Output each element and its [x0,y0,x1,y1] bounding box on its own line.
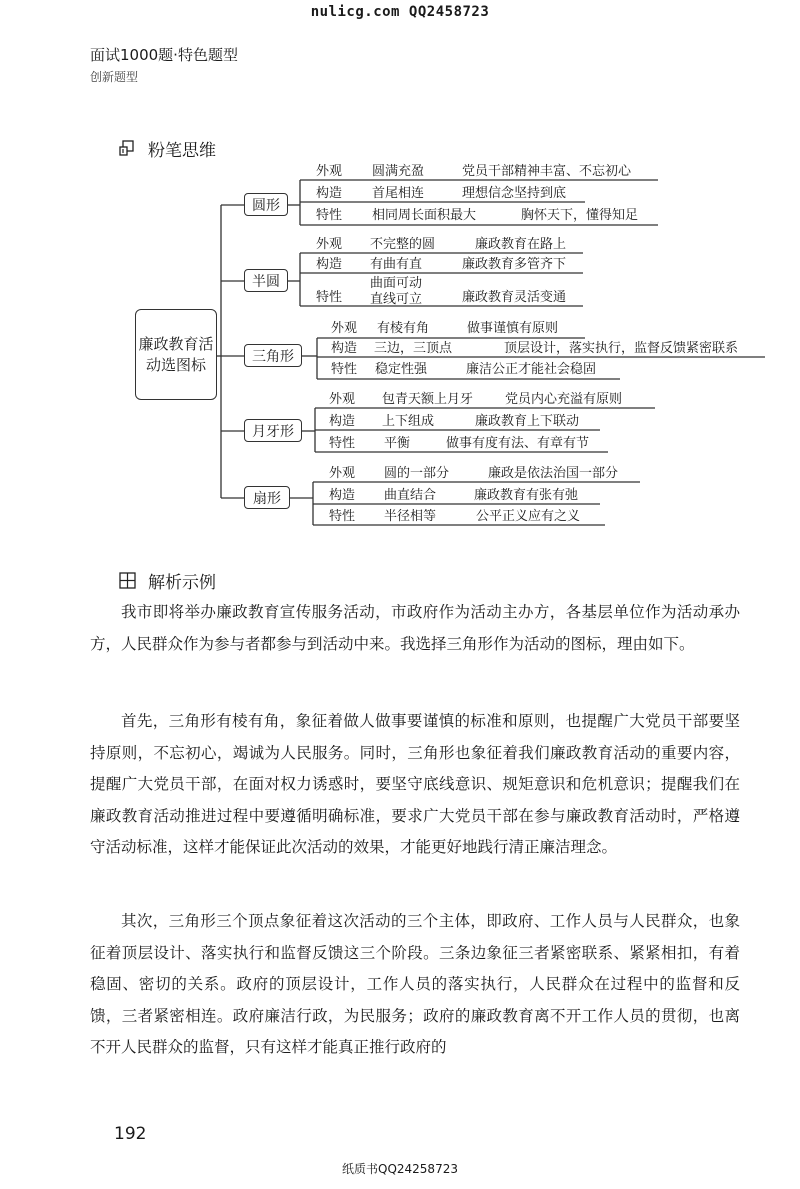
section-title: 粉笔思维 [148,141,216,161]
branch-semicircle: 半圆 [244,269,288,292]
row-label: 特性 [316,208,343,223]
branch-triangle: 三角形 [244,344,302,367]
row-label: 构造 [329,414,356,429]
row-meaning: 廉政教育灵活变通 [462,290,567,305]
row-label: 构造 [316,257,343,272]
row-meaning: 党员干部精神丰富、不忘初心 [462,164,632,179]
watermark-header-url: nulicg.com QQ2458723 [310,4,490,20]
row-feature: 相同周长面积最大 [372,208,477,223]
row-meaning: 公平正义应有之义 [476,509,581,524]
row-feature: 圆满充盈 [372,164,425,179]
row-label: 外观 [329,392,356,407]
branch-circle: 圆形 [244,193,288,216]
row-label: 构造 [329,488,356,503]
row-feature: 平衡 [384,436,411,451]
row-label: 构造 [316,186,343,201]
row-label: 构造 [331,341,358,356]
book-subtitle: 创新题型 [90,70,139,84]
row-label: 特性 [316,290,343,305]
row-meaning: 党员内心充溢有原则 [505,392,623,407]
section-title: 解析示例 [148,573,216,593]
row-label: 特性 [331,362,358,377]
row-feature: 半径相等 [384,509,437,524]
branch-sector: 扇形 [244,486,290,509]
row-meaning: 理想信念坚持到底 [462,186,567,201]
page-number: 192 [114,1124,147,1144]
row-meaning: 廉政教育在路上 [475,237,567,252]
row-meaning: 廉洁公正才能社会稳固 [466,362,597,377]
branch-crescent: 月牙形 [244,419,302,442]
row-feature: 圆的一部分 [384,466,450,481]
row-label: 特性 [329,509,356,524]
row-meaning: 廉政教育上下联动 [475,414,580,429]
row-feature: 有棱有角 [377,321,430,336]
mindmap-root: 廉政教育活动选图标 [135,309,217,400]
paragraph-first: 首先，三角形有棱有角，象征着做人做事要谨慎的标准和原则，也提醒广大党员干部要坚持原则，不忘初心，竭诚为人民服务。同时，三角形也象征着我们廉政教育活动的重要内容，提醒广大党员干部，在面对权力诱惑时，要坚守底线意识、规矩意识和危机意识；提醒我们在廉政教育活动推进过程中要遵循明确标准，要求广大党员干部在参与廉政教育活动时，严格遵守活动标准，这样才能保证此次活动的效果，才能更好地践行清正廉洁理念。 [90,712,740,856]
paragraph-second: 其次，三角形三个顶点象征着这次活动的三个主体，即政府、工作人员与人民群众，也象征着顶层设计、落实执行和监督反馈这三个阶段。三条边象征三者紧密联系、紧紧相扣，有着稳固、密切的关系。政府的顶层设计，工作人员的落实执行，人民群众在过程中的监督和反馈，三者紧密相连。政府廉洁行政，为民服务；政府的廉政教育离不开工作人员的贯彻，也离不开人民群众的监督，只有这样才能真正推行政府的 [90,912,740,1056]
row-feature: 上下组成 [382,414,435,429]
row-meaning: 廉政是依法治国一部分 [488,466,619,481]
row-meaning: 做事谨慎有原则 [467,321,559,336]
row-meaning: 顶层设计，落实执行，监督反馈紧密联系 [504,341,739,356]
analysis-icon [119,572,136,589]
row-feature: 三边，三顶点 [374,341,453,356]
row-meaning: 胸怀天下，懂得知足 [521,208,639,223]
row-label: 外观 [329,466,356,481]
row-feature: 不完整的圆 [370,237,436,252]
row-feature-line2: 直线可立 [370,292,423,307]
row-meaning: 廉政教育多管齐下 [462,257,567,272]
row-meaning: 廉政教育有张有弛 [474,488,579,503]
row-label: 外观 [331,321,358,336]
row-feature: 曲直结合 [384,488,437,503]
row-feature-line1: 曲面可动 [370,276,423,291]
footer-note: 纸质书QQ24258723 [342,1162,458,1176]
row-label: 外观 [316,164,343,179]
row-feature: 首尾相连 [372,186,425,201]
section-heading-analysis [119,568,216,593]
row-feature: 有曲有直 [370,257,423,272]
row-label: 特性 [329,436,356,451]
row-feature: 稳定性强 [375,362,428,377]
row-meaning: 做事有度有法、有章有节 [446,436,590,451]
row-label: 外观 [316,237,343,252]
paragraph-intro: 我市即将举办廉政教育宣传服务活动，市政府作为活动主办方，各基层单位作为活动承办方，人民群众作为参与者都参与到活动中来。我选择三角形作为活动的图标，理由如下。 [90,603,740,653]
book-title: 面试1000题·特色题型 [90,46,238,64]
row-feature: 包青天额上月牙 [382,392,474,407]
